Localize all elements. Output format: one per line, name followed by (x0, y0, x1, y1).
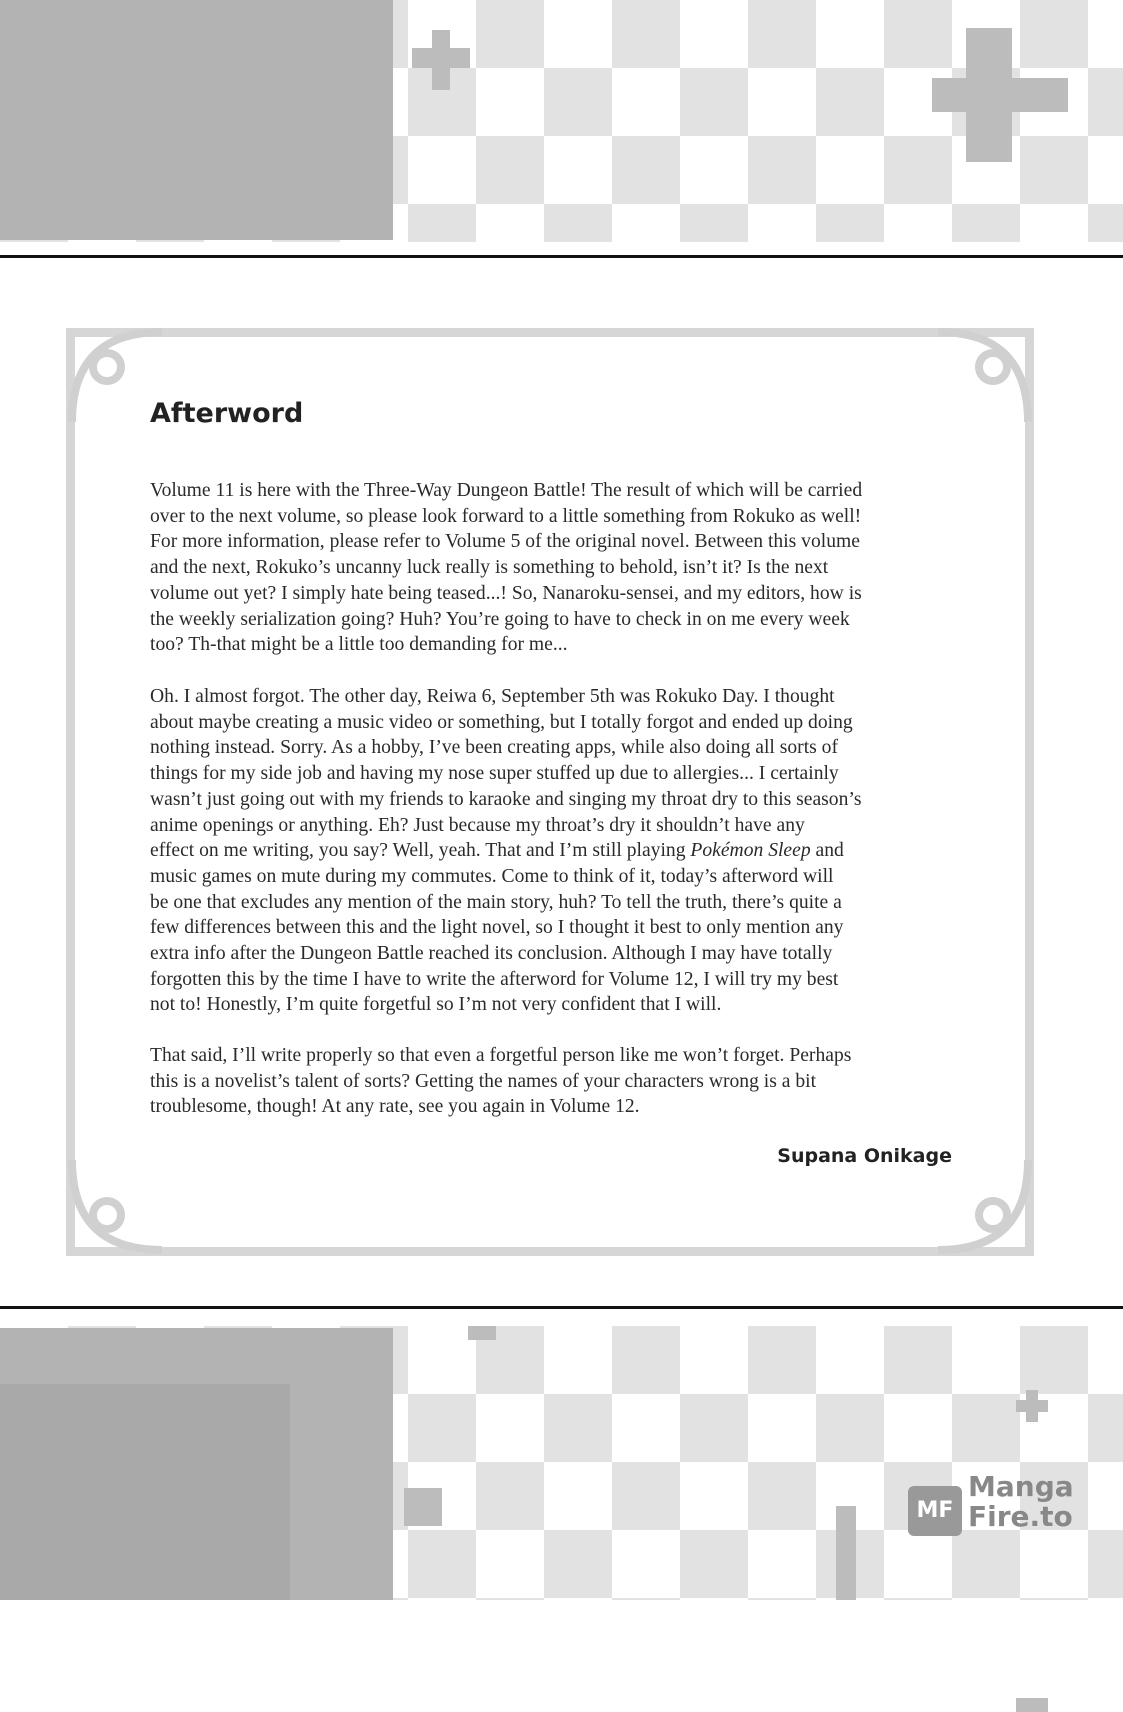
text-line: troublesome, though! At any rate, see you again in Volume 12. (150, 1096, 640, 1118)
text-line: forgotten this by the time I have to write the afterword for Volume 12, I will try my best (150, 968, 839, 990)
text-line: For more information, please refer to Volume 5 of the original novel. Between this volume (150, 531, 860, 553)
plus-decoration (966, 28, 1012, 162)
plus-decoration (836, 1506, 856, 1600)
text-line: That said, I’ll write properly so that even a forgetful person like me won’t forget. Perhaps (150, 1045, 852, 1066)
text-line: music games on mute during my commutes. Come to think of it, today’s afterword will (150, 865, 834, 887)
decorative-gray-block (0, 0, 393, 240)
text-line (150, 838, 980, 864)
paragraph-3 (150, 1043, 980, 1120)
plus-decoration (1016, 1698, 1048, 1710)
plus-decoration (432, 30, 450, 90)
page-title: Afterword (150, 398, 304, 429)
corner-ornament-icon (928, 322, 1038, 432)
plus-decoration (404, 1488, 442, 1526)
plus-decoration (1026, 1390, 1038, 1422)
paragraph-1 (150, 478, 980, 658)
text-line: the weekly serialization going? Huh? You’re going to have to check in on me every week (150, 608, 850, 630)
text-line: be one that excludes any mention of the main story, huh? To tell the truth, there’s quite a (150, 891, 842, 913)
text-segment: and (810, 840, 844, 862)
italic-title: Pokémon Sleep (690, 840, 811, 862)
text-line: nothing instead. Sorry. As a hobby, I’ve been creating apps, while also doing all sorts of (150, 737, 838, 759)
top-divider (0, 255, 1123, 258)
text-line: Oh. I almost forgot. The other day, Reiwa 6, September 5th was Rokuko Day. I thought (150, 686, 835, 707)
text-line: Volume 11 is here with the Three-Way Dungeon Battle! The result of which will be carried (150, 480, 863, 501)
text-line: about maybe creating a music video or something, but I totally forgot and ended up doing (150, 711, 853, 733)
decorative-gray-block (0, 1384, 290, 1600)
author-signature: Supana Onikage (777, 1145, 952, 1167)
logo-line-1: Manga (968, 1470, 1074, 1503)
text-line: wasn’t just going out with my friends to karaoke and singing my throat dry to this season’s (150, 788, 862, 810)
plus-decoration (468, 1326, 496, 1340)
text-line: volume out yet? I simply hate being teased...! So, Nanaroku-sensei, and my editors, how is (150, 582, 862, 604)
paragraph-2 (150, 684, 980, 1018)
bottom-divider (0, 1306, 1123, 1309)
text-line: not to! Honestly, I’m quite forgetful so I’m not very confident that I will. (150, 994, 722, 1016)
logo-line-2: Fire.to (968, 1500, 1073, 1533)
text-line: too? Th-that might be a little too demanding for me... (150, 634, 568, 656)
corner-ornament-icon (62, 1150, 172, 1260)
logo-mark: MF (908, 1486, 962, 1536)
text-line: things for my side job and having my nose super stuffed up due to allergies... I certainly (150, 763, 839, 785)
text-line: anime openings or anything. Eh? Just because my throat’s dry it shouldn’t have any (150, 814, 805, 836)
text-segment: effect on me writing, you say? Well, yeah. That and I’m still playing (150, 840, 691, 862)
text-line: this is a novelist’s talent of sorts? Getting the names of your characters wrong is a bit (150, 1070, 817, 1092)
text-line: few differences between this and the light novel, so I thought it best to only mention any (150, 917, 844, 939)
text-line: and the next, Rokuko’s uncanny luck really is something to behold, isn’t it? Is the next (150, 557, 829, 579)
text-line: over to the next volume, so please look forward to a little something from Rokuko as well! (150, 505, 862, 527)
watermark-logo (908, 1472, 1098, 1542)
logo-text (968, 1472, 1074, 1532)
text-line: extra info after the Dungeon Battle reached its conclusion. Although I may have totally (150, 943, 833, 965)
